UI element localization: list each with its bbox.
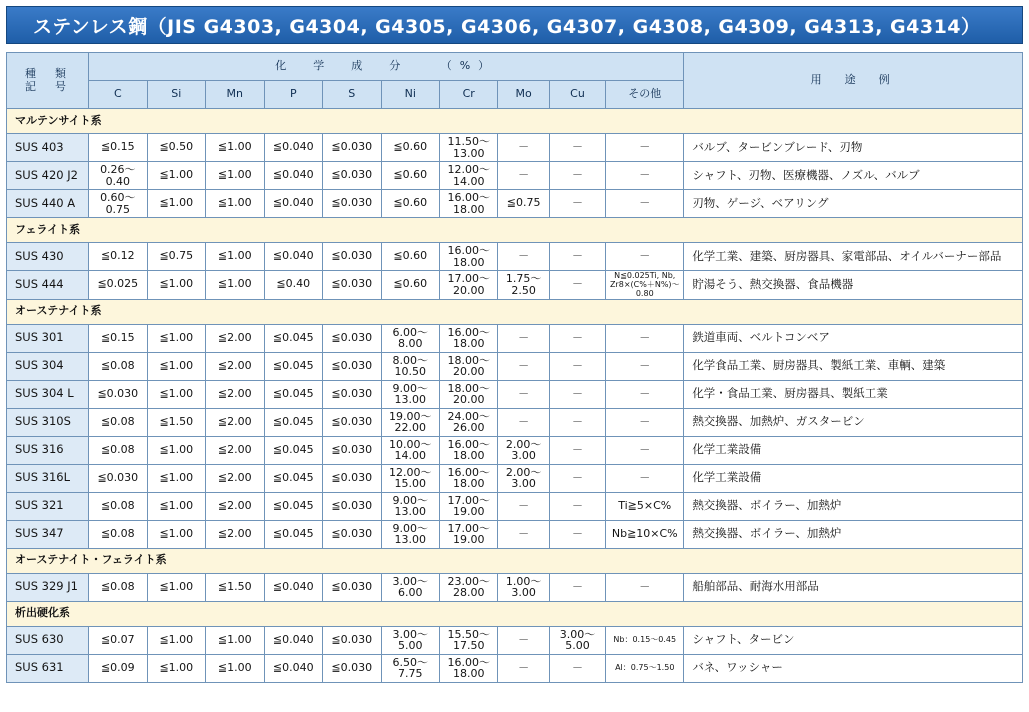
application-example: 熱交換器、ボイラー、加熱炉 — [684, 492, 1023, 520]
table-row — [7, 134, 1023, 162]
cell-mo: ≦0.75 — [498, 190, 549, 218]
table-row — [7, 162, 1023, 190]
cell-cu: － — [549, 324, 605, 352]
grade-code: SUS 420 J2 — [7, 162, 89, 190]
grade-code: SUS 301 — [7, 324, 89, 352]
table-row — [7, 492, 1023, 520]
cell-p: ≦0.045 — [264, 436, 322, 464]
table-row — [7, 190, 1023, 218]
cell-mn: ≦1.00 — [206, 134, 264, 162]
application-example: 熱交換器、ボイラー、加熱炉 — [684, 520, 1023, 548]
table-row — [7, 324, 1023, 352]
cell-s: ≦0.030 — [323, 134, 381, 162]
cell-p: ≦0.040 — [264, 162, 322, 190]
grade-code: SUS 631 — [7, 654, 89, 682]
grade-code: SUS 403 — [7, 134, 89, 162]
cell-other: － — [606, 190, 684, 218]
cell-ni: 9.00～ 13.00 — [381, 380, 439, 408]
grade-code: SUS 310S — [7, 408, 89, 436]
page-root — [0, 6, 1029, 712]
cell-cr: 23.00～ 28.00 — [439, 573, 497, 601]
table-row — [7, 626, 1023, 654]
application-example: 化学工業設備 — [684, 436, 1023, 464]
cell-ni: ≦0.60 — [381, 243, 439, 271]
cell-cr: 16.00～ 18.00 — [439, 324, 497, 352]
cell-p: ≦0.045 — [264, 380, 322, 408]
cell-other: Nb≧10×C% — [606, 520, 684, 548]
cell-p: ≦0.045 — [264, 408, 322, 436]
cell-si: ≦1.00 — [147, 654, 205, 682]
cell-other: － — [606, 464, 684, 492]
cell-c: ≦0.15 — [89, 324, 147, 352]
grade-code: SUS 304 — [7, 352, 89, 380]
stainless-steel-table — [6, 52, 1023, 683]
category-label: 析出硬化系 — [7, 601, 1023, 626]
page-title: ステンレス鋼（JIS G4303, G4304, G4305, G4306, G4307, G4308, G4309, G4313, G4314） — [33, 15, 981, 38]
cell-s: ≦0.030 — [323, 654, 381, 682]
cell-cr: 16.00～ 18.00 — [439, 464, 497, 492]
category-label: マルテンサイト系 — [7, 109, 1023, 134]
table-row — [7, 573, 1023, 601]
application-example: 刃物、ゲージ、ベアリング — [684, 190, 1023, 218]
cell-cu: － — [549, 271, 605, 300]
cell-cr: 17.00～ 19.00 — [439, 520, 497, 548]
cell-cr: 18.00～ 20.00 — [439, 352, 497, 380]
cell-ni: 9.00～ 13.00 — [381, 520, 439, 548]
cell-si: ≦1.00 — [147, 520, 205, 548]
cell-cu: － — [549, 464, 605, 492]
grade-code: SUS 304 L — [7, 380, 89, 408]
cell-s: ≦0.030 — [323, 573, 381, 601]
cell-cu: － — [549, 408, 605, 436]
cell-si: ≦1.00 — [147, 626, 205, 654]
cell-si: ≦1.00 — [147, 464, 205, 492]
application-example: 化学工業、建築、厨房器具、家電部品、オイルバーナー部品 — [684, 243, 1023, 271]
cell-mn: ≦2.00 — [206, 352, 264, 380]
header-element-other: その他 — [606, 81, 684, 109]
grade-code: SUS 316L — [7, 464, 89, 492]
cell-s: ≦0.030 — [323, 436, 381, 464]
cell-si: ≦1.00 — [147, 492, 205, 520]
header-element-p: P — [264, 81, 322, 109]
cell-si: ≦1.50 — [147, 408, 205, 436]
cell-ni: ≦0.60 — [381, 190, 439, 218]
table-row — [7, 352, 1023, 380]
cell-si: ≦1.00 — [147, 573, 205, 601]
grade-code: SUS 630 — [7, 626, 89, 654]
cell-si: ≦1.00 — [147, 324, 205, 352]
cell-si: ≦0.50 — [147, 134, 205, 162]
header-element-c: C — [89, 81, 147, 109]
cell-c: 0.26～ 0.40 — [89, 162, 147, 190]
cell-cr: 16.00～ 18.00 — [439, 654, 497, 682]
cell-cr: 24.00～ 26.00 — [439, 408, 497, 436]
cell-mo: 1.00～ 3.00 — [498, 573, 549, 601]
table-row — [7, 436, 1023, 464]
category-row — [7, 548, 1023, 573]
application-example: 化学工業設備 — [684, 464, 1023, 492]
cell-c: ≦0.025 — [89, 271, 147, 300]
cell-cr: 17.00～ 20.00 — [439, 271, 497, 300]
cell-other: － — [606, 352, 684, 380]
table-row — [7, 243, 1023, 271]
cell-mn: ≦1.00 — [206, 162, 264, 190]
cell-mo: － — [498, 408, 549, 436]
cell-cu: － — [549, 190, 605, 218]
cell-cu: － — [549, 243, 605, 271]
application-example: 船舶部品、耐海水用部品 — [684, 573, 1023, 601]
cell-cr: 11.50～ 13.00 — [439, 134, 497, 162]
application-example: 熱交換器、加熱炉、ガスタービン — [684, 408, 1023, 436]
cell-mn: ≦1.00 — [206, 243, 264, 271]
grade-code: SUS 321 — [7, 492, 89, 520]
application-example: シャフト、刃物、医療機器、ノズル、バルブ — [684, 162, 1023, 190]
cell-other: － — [606, 243, 684, 271]
cell-s: ≦0.030 — [323, 162, 381, 190]
cell-ni: 3.00～ 5.00 — [381, 626, 439, 654]
table-row — [7, 408, 1023, 436]
cell-c: ≦0.030 — [89, 464, 147, 492]
category-label: オーステナイト系 — [7, 299, 1023, 324]
cell-mn: ≦2.00 — [206, 520, 264, 548]
header-use: 用 途 例 — [684, 53, 1023, 109]
cell-mo: 2.00～ 3.00 — [498, 436, 549, 464]
cell-other: － — [606, 134, 684, 162]
cell-mo: － — [498, 243, 549, 271]
application-example: シャフト、タービン — [684, 626, 1023, 654]
table-row — [7, 271, 1023, 300]
cell-mn: ≦2.00 — [206, 408, 264, 436]
cell-cu: － — [549, 520, 605, 548]
cell-mo: － — [498, 654, 549, 682]
cell-c: ≦0.08 — [89, 520, 147, 548]
cell-mn: ≦2.00 — [206, 464, 264, 492]
cell-c: ≦0.12 — [89, 243, 147, 271]
cell-p: ≦0.40 — [264, 271, 322, 300]
cell-p: ≦0.040 — [264, 654, 322, 682]
cell-ni: ≦0.60 — [381, 271, 439, 300]
header-row-top — [7, 53, 1023, 81]
cell-p: ≦0.045 — [264, 352, 322, 380]
cell-c: ≦0.08 — [89, 573, 147, 601]
cell-p: ≦0.040 — [264, 134, 322, 162]
cell-c: ≦0.15 — [89, 134, 147, 162]
title-bar — [6, 6, 1023, 44]
cell-s: ≦0.030 — [323, 520, 381, 548]
cell-si: ≦1.00 — [147, 190, 205, 218]
cell-mn: ≦2.00 — [206, 492, 264, 520]
cell-c: ≦0.09 — [89, 654, 147, 682]
cell-mo: － — [498, 520, 549, 548]
cell-s: ≦0.030 — [323, 380, 381, 408]
cell-p: ≦0.040 — [264, 190, 322, 218]
cell-cu: 3.00～ 5.00 — [549, 626, 605, 654]
cell-mo: － — [498, 626, 549, 654]
cell-c: ≦0.08 — [89, 436, 147, 464]
cell-other: － — [606, 162, 684, 190]
header-element-s: S — [323, 81, 381, 109]
grade-code: SUS 316 — [7, 436, 89, 464]
cell-mn: ≦1.00 — [206, 271, 264, 300]
cell-c: ≦0.07 — [89, 626, 147, 654]
cell-mo: － — [498, 380, 549, 408]
cell-cu: － — [549, 162, 605, 190]
cell-cr: 16.00～ 18.00 — [439, 190, 497, 218]
cell-c: ≦0.08 — [89, 352, 147, 380]
cell-s: ≦0.030 — [323, 271, 381, 300]
header-kind-line2: 記 号 — [25, 79, 71, 93]
header-kind — [7, 53, 89, 109]
cell-si: ≦1.00 — [147, 436, 205, 464]
cell-cu: － — [549, 573, 605, 601]
table-header — [7, 53, 1023, 109]
cell-mo: － — [498, 492, 549, 520]
table-row — [7, 654, 1023, 682]
header-element-si: Si — [147, 81, 205, 109]
cell-other: － — [606, 380, 684, 408]
cell-ni: 8.00～ 10.50 — [381, 352, 439, 380]
cell-cr: 16.00～ 18.00 — [439, 243, 497, 271]
grade-code: SUS 347 — [7, 520, 89, 548]
header-element-mo: Mo — [498, 81, 549, 109]
cell-c: ≦0.08 — [89, 408, 147, 436]
cell-mo: 1.75～ 2.50 — [498, 271, 549, 300]
cell-cr: 17.00～ 19.00 — [439, 492, 497, 520]
cell-other: Nb：0.15～0.45 — [606, 626, 684, 654]
cell-si: ≦0.75 — [147, 243, 205, 271]
cell-mn: ≦1.00 — [206, 190, 264, 218]
cell-mn: ≦2.00 — [206, 436, 264, 464]
cell-cu: － — [549, 380, 605, 408]
table-row — [7, 520, 1023, 548]
cell-p: ≦0.040 — [264, 626, 322, 654]
header-element-cr: Cr — [439, 81, 497, 109]
category-row — [7, 601, 1023, 626]
cell-cr: 12.00～ 14.00 — [439, 162, 497, 190]
application-example: バルブ、タービンブレード、刃物 — [684, 134, 1023, 162]
cell-si: ≦1.00 — [147, 380, 205, 408]
cell-ni: 6.50～ 7.75 — [381, 654, 439, 682]
header-element-cu: Cu — [549, 81, 605, 109]
grade-code: SUS 440 A — [7, 190, 89, 218]
cell-si: ≦1.00 — [147, 271, 205, 300]
cell-s: ≦0.030 — [323, 492, 381, 520]
cell-other: － — [606, 573, 684, 601]
cell-mn: ≦2.00 — [206, 324, 264, 352]
cell-p: ≦0.045 — [264, 324, 322, 352]
category-label: フェライト系 — [7, 218, 1023, 243]
cell-s: ≦0.030 — [323, 408, 381, 436]
cell-ni: ≦0.60 — [381, 162, 439, 190]
application-example: 化学・食品工業、厨房器具、製紙工業 — [684, 380, 1023, 408]
cell-mo: － — [498, 162, 549, 190]
cell-ni: 12.00～ 15.00 — [381, 464, 439, 492]
cell-s: ≦0.030 — [323, 464, 381, 492]
cell-cu: － — [549, 352, 605, 380]
table-row — [7, 380, 1023, 408]
cell-cu: － — [549, 654, 605, 682]
category-row — [7, 299, 1023, 324]
category-label: オーステナイト・フェライト系 — [7, 548, 1023, 573]
cell-mn: ≦1.00 — [206, 654, 264, 682]
cell-ni: 6.00～ 8.00 — [381, 324, 439, 352]
cell-c: ≦0.08 — [89, 492, 147, 520]
cell-s: ≦0.030 — [323, 352, 381, 380]
grade-code: SUS 329 J1 — [7, 573, 89, 601]
grade-code: SUS 430 — [7, 243, 89, 271]
category-row — [7, 218, 1023, 243]
cell-ni: 19.00～ 22.00 — [381, 408, 439, 436]
cell-s: ≦0.030 — [323, 243, 381, 271]
application-example: 化学食品工業、厨房器具、製紙工業、車輌、建築 — [684, 352, 1023, 380]
cell-mo: 2.00～ 3.00 — [498, 464, 549, 492]
cell-s: ≦0.030 — [323, 324, 381, 352]
cell-ni: 3.00～ 6.00 — [381, 573, 439, 601]
cell-p: ≦0.040 — [264, 573, 322, 601]
table-row — [7, 464, 1023, 492]
header-kind-line1: 種 類 — [25, 66, 71, 80]
cell-cr: 18.00～ 20.00 — [439, 380, 497, 408]
cell-cu: － — [549, 134, 605, 162]
cell-other: Ti≧5×C% — [606, 492, 684, 520]
header-element-mn: Mn — [206, 81, 264, 109]
cell-ni: 9.00～ 13.00 — [381, 492, 439, 520]
cell-s: ≦0.030 — [323, 190, 381, 218]
cell-other: － — [606, 436, 684, 464]
cell-other: Al：0.75～1.50 — [606, 654, 684, 682]
application-example: 鉄道車両、ベルトコンベア — [684, 324, 1023, 352]
cell-p: ≦0.045 — [264, 492, 322, 520]
cell-c: 0.60～ 0.75 — [89, 190, 147, 218]
cell-mn: ≦2.00 — [206, 380, 264, 408]
header-chemical: 化 学 成 分 （%） — [89, 53, 684, 81]
cell-mo: － — [498, 324, 549, 352]
cell-mn: ≦1.50 — [206, 573, 264, 601]
grade-code: SUS 444 — [7, 271, 89, 300]
application-example: バネ、ワッシャー — [684, 654, 1023, 682]
cell-si: ≦1.00 — [147, 162, 205, 190]
cell-si: ≦1.00 — [147, 352, 205, 380]
cell-cr: 15.50～ 17.50 — [439, 626, 497, 654]
cell-other: N≦0.025Ti, Nb, Zr8×(C%＋N%)～0.80 — [606, 271, 684, 300]
cell-cu: － — [549, 436, 605, 464]
cell-p: ≦0.040 — [264, 243, 322, 271]
cell-c: ≦0.030 — [89, 380, 147, 408]
cell-mo: － — [498, 134, 549, 162]
cell-ni: ≦0.60 — [381, 134, 439, 162]
cell-p: ≦0.045 — [264, 464, 322, 492]
application-example: 貯湯そう、熱交換器、食品機器 — [684, 271, 1023, 300]
cell-cu: － — [549, 492, 605, 520]
cell-p: ≦0.045 — [264, 520, 322, 548]
table-body — [7, 109, 1023, 683]
cell-mn: ≦1.00 — [206, 626, 264, 654]
cell-s: ≦0.030 — [323, 626, 381, 654]
cell-other: － — [606, 408, 684, 436]
category-row — [7, 109, 1023, 134]
header-element-ni: Ni — [381, 81, 439, 109]
cell-cr: 16.00～ 18.00 — [439, 436, 497, 464]
cell-mo: － — [498, 352, 549, 380]
cell-other: － — [606, 324, 684, 352]
cell-ni: 10.00～ 14.00 — [381, 436, 439, 464]
